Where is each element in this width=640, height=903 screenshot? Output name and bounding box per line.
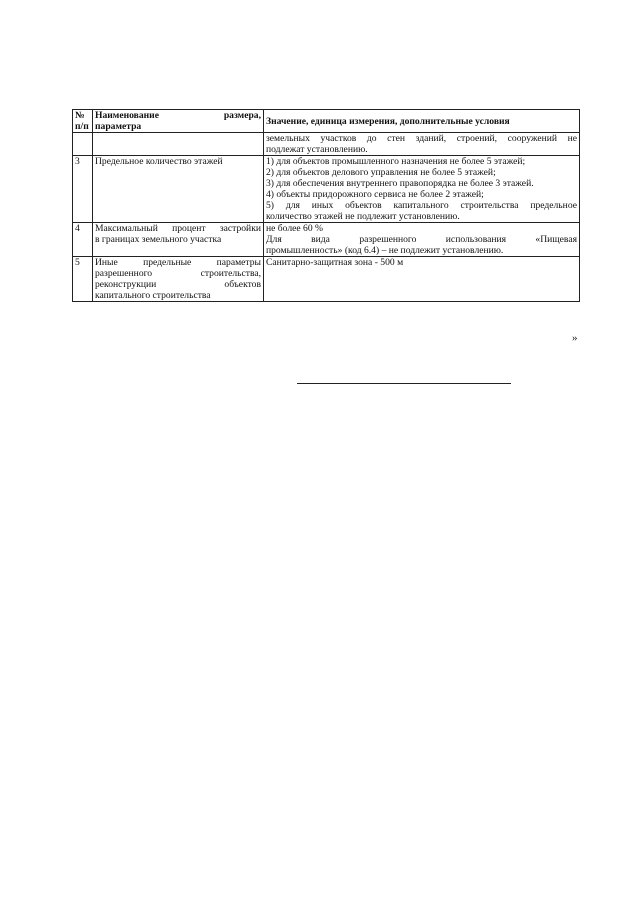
- cell-name: Предельное количество этажей: [93, 156, 264, 223]
- table-header-row: [73, 110, 580, 133]
- cell-value: 1) для объектов промышленного назначения не более 5 этажей; 2) для объектов делового управления не более 5 этажей; 3) для обеспечения внутреннего правопорядка не более 3 этажей. 4) объекты придорожного сервиса не более 2 этажей; 5) для иных объектов капитального строительства предельное количество этажей не подлежит установлению.: [264, 156, 580, 223]
- cell-name: Максимальный процент застройки в границах земельного участка: [93, 223, 264, 257]
- cell-name: Иные предельные параметры разрешенного строительства, реконструкции объектов капитального строительства: [93, 257, 264, 302]
- cell-number: [73, 133, 93, 156]
- cell-value: земельных участков до стен зданий, строений, сооружений не подлежат установлению.: [264, 133, 580, 156]
- signature-line: [297, 383, 511, 384]
- header-value: Значение, единица измерения, дополнительные условия: [264, 110, 580, 133]
- header-name: Наименование размера, параметра: [93, 110, 264, 133]
- table-row-coverage: [73, 223, 580, 257]
- cell-number: 5: [73, 257, 93, 302]
- table-row-floors: [73, 156, 580, 223]
- cell-number: 4: [73, 223, 93, 257]
- table-row-other: [73, 257, 580, 302]
- cell-number: 3: [73, 156, 93, 223]
- header-number: № п/п: [73, 110, 93, 133]
- cell-value: Санитарно-защитная зона - 500 м: [264, 257, 580, 302]
- closing-quote: »: [572, 332, 578, 344]
- cell-name: [93, 133, 264, 156]
- cell-value: не более 60 % Для вида разрешенного использования «Пищевая промышленность» (код 6.4) – не подлежит установлению.: [264, 223, 580, 257]
- table-row-continuation: [73, 133, 580, 156]
- regulations-table: [72, 109, 580, 302]
